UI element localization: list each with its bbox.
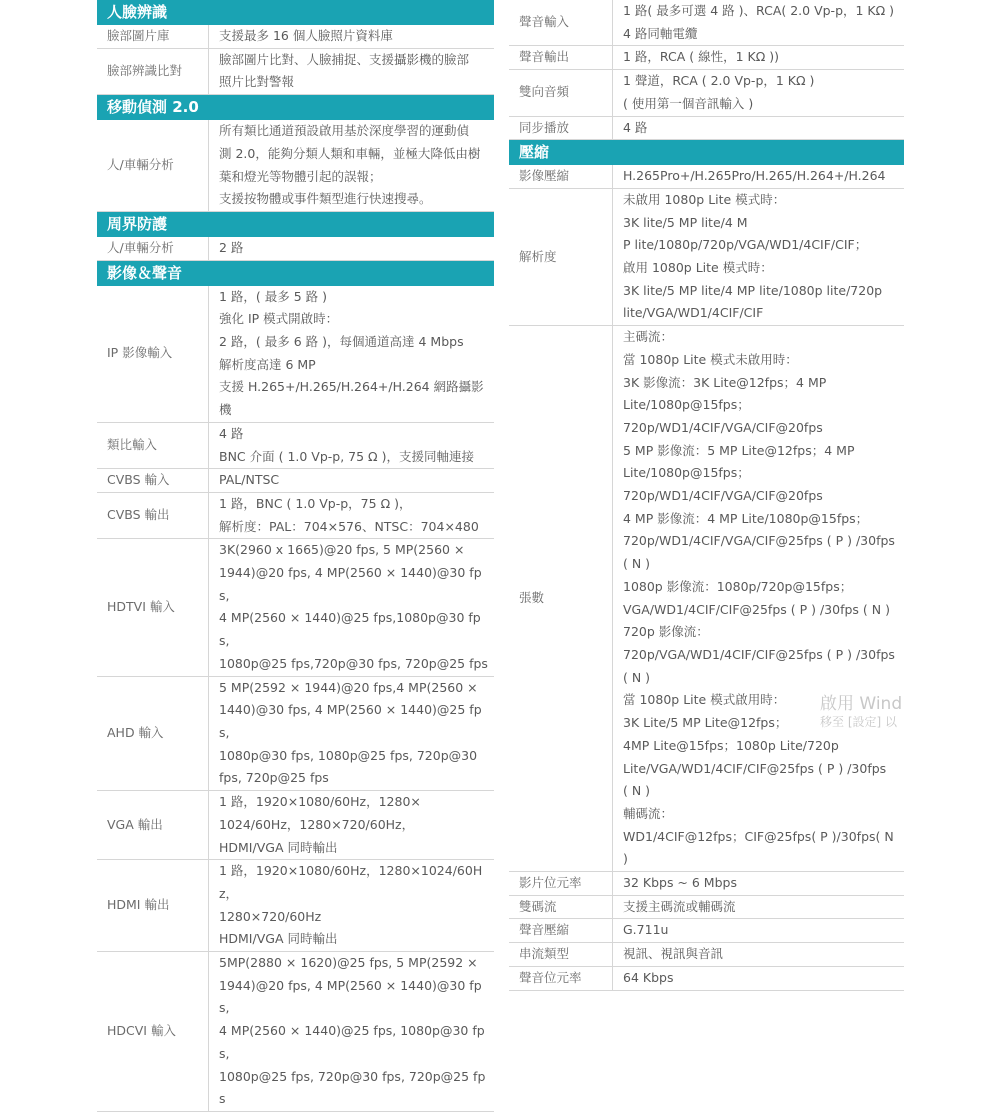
spec-label: 聲音壓縮 — [509, 919, 613, 943]
spec-value-line: Lite/VGA/WD1/4CIF/CIF@25fps ( P ) /30fps — [623, 760, 887, 776]
spec-value-line: 1 路，1920×1080/60Hz，1280× — [219, 794, 421, 810]
spec-value-line: Lite/1080p@15fps； — [623, 465, 750, 481]
spec-label: HDTVI 輸入 — [97, 539, 209, 676]
spec-value — [613, 872, 905, 896]
spec-value-line: P lite/1080p/720p/VGA/WD1/4CIF/CIF； — [623, 237, 868, 253]
spec-value-line: 1280×720/60Hz — [219, 908, 322, 924]
spec-row — [509, 46, 904, 70]
spec-value — [613, 165, 905, 188]
spec-value-line: 1024/60Hz，1280×720/60Hz， — [219, 816, 415, 832]
spec-value-line: lite/VGA/WD1/4CIF/CIF — [623, 305, 764, 321]
spec-value-line: 1 路( 最多可選 4 路 )、RCA( 2.0 Vp-p，1 KΩ ) — [623, 3, 895, 18]
spec-value — [209, 791, 495, 860]
spec-value — [209, 676, 495, 791]
spec-label: 串流類型 — [509, 943, 613, 967]
spec-value-line: 720p 影像流： — [623, 624, 709, 640]
spec-value — [613, 966, 905, 990]
spec-value — [613, 943, 905, 967]
section-header: 移動偵測 2.0 — [97, 95, 494, 120]
spec-label: HDMI 輸出 — [97, 860, 209, 952]
spec-value-line: 3K(2960 x 1665)@20 fps, 5 MP(2560 × — [219, 542, 465, 558]
spec-value — [209, 469, 495, 493]
spec-table — [509, 165, 904, 990]
spec-value — [613, 895, 905, 919]
spec-value-line: 4 路 — [623, 119, 648, 135]
section-header: 周界防護 — [97, 212, 494, 237]
windows-activation-watermark — [820, 694, 902, 730]
spec-value-line: WD1/4CIF@12fps；CIF@25fps( P )/30fps( N ) — [623, 828, 894, 867]
spec-label: 雙向音頻 — [509, 70, 613, 116]
spec-value-line: 1080p@30 fps, 1080p@25 fps, 720p@30 — [219, 747, 478, 763]
spec-value-line: 照片比對警報 — [219, 74, 295, 90]
spec-value-line: HDMI/VGA 同時輸出 — [219, 931, 338, 947]
spec-value-line: 64 Kbps — [623, 969, 674, 985]
spec-label: 聲音輸入 — [509, 0, 613, 46]
spec-value-line: 強化 IP 模式開啟時： — [219, 311, 339, 327]
spec-value-line: G.711u — [623, 922, 669, 938]
spec-table — [97, 25, 494, 95]
spec-value-line: ( N ) — [623, 556, 651, 572]
spec-row — [509, 919, 904, 943]
spec-label: 類比輸入 — [97, 422, 209, 468]
spec-value-line: 視訊、視訊與音訊 — [623, 946, 724, 962]
spec-value — [209, 492, 495, 538]
spec-label: 影片位元率 — [509, 872, 613, 896]
spec-value-line: 當 1080p Lite 模式啟用時： — [623, 692, 786, 708]
spec-row — [509, 966, 904, 990]
spec-table — [97, 237, 494, 261]
spec-value-line: 5 MP 影像流：5 MP Lite@12fps；4 MP — [623, 442, 855, 458]
spec-label: 同步播放 — [509, 116, 613, 140]
spec-value-line: 5MP(2880 × 1620)@25 fps, 5 MP(2592 × — [219, 955, 478, 971]
spec-row — [97, 539, 494, 676]
spec-value — [613, 0, 905, 46]
spec-label: VGA 輸出 — [97, 791, 209, 860]
spec-value-line: 1 路，1920×1080/60Hz，1280×1024/60Hz， — [219, 863, 483, 901]
spec-value-line: 1080p@25 fps,720p@30 fps, 720p@25 fps — [219, 655, 488, 671]
spec-value-line: ( N ) — [623, 669, 651, 685]
spec-value-line: 3K lite/5 MP lite/4 MP lite/1080p lite/720p — [623, 282, 883, 298]
spec-value-line: 1080p@25 fps, 720p@30 fps, 720p@25 fps — [219, 1068, 486, 1107]
spec-row — [97, 952, 494, 1112]
spec-value — [209, 25, 495, 48]
spec-row — [97, 120, 494, 211]
spec-value-line: fps, 720p@25 fps — [219, 770, 329, 786]
spec-row — [97, 25, 494, 48]
spec-value-line: Lite/1080p@15fps； — [623, 397, 750, 413]
spec-row — [97, 860, 494, 952]
left-spec-column — [97, 0, 494, 1112]
spec-value-line: 1944)@20 fps, 4 MP(2560 × 1440)@30 fps, — [219, 565, 482, 603]
right-spec-column — [509, 0, 904, 991]
spec-value-line: VGA/WD1/4CIF/CIF@25fps ( P ) /30fps ( N ) — [623, 601, 890, 617]
spec-value — [209, 237, 495, 260]
spec-value-line: 支援主碼流或輔碼流 — [623, 898, 736, 914]
spec-value-line: 支援 H.265+/H.265/H.264+/H.264 網路攝影 — [219, 379, 484, 395]
spec-value-line: 2 路 — [219, 239, 244, 255]
spec-value — [209, 422, 495, 468]
spec-value-line: 所有類比通道預設啟用基於深度學習的運動偵 — [219, 123, 470, 139]
spec-value — [613, 70, 905, 116]
spec-value-line: 3K 影像流：3K Lite@12fps；4 MP — [623, 374, 827, 390]
spec-row — [509, 895, 904, 919]
spec-value-line: 1 路，RCA ( 線性，1 KΩ )) — [623, 49, 779, 65]
spec-label: IP 影像輸入 — [97, 286, 209, 423]
spec-value-line: 未啟用 1080p Lite 模式時： — [623, 191, 786, 207]
spec-row — [509, 116, 904, 140]
spec-value-line: 支援最多 16 個人臉照片資料庫 — [219, 28, 393, 43]
spec-value-line: PAL/NTSC — [219, 472, 280, 488]
spec-value-line: 1 路，( 最多 5 路 ) — [219, 288, 328, 304]
spec-label: 張數 — [509, 326, 613, 872]
spec-value-line: 臉部圖片比對、人臉捕捉、支援攝影機的臉部 — [219, 51, 470, 67]
spec-value-line: 1944)@20 fps, 4 MP(2560 × 1440)@30 fps, — [219, 977, 482, 1016]
spec-table — [97, 286, 494, 1112]
spec-value-line: 1440)@30 fps, 4 MP(2560 × 1440)@25 fps, — [219, 702, 482, 740]
spec-label: CVBS 輸出 — [97, 492, 209, 538]
spec-value-line: 3K Lite/5 MP Lite@12fps； — [623, 715, 788, 731]
spec-value — [209, 952, 495, 1112]
spec-value-line: 機 — [219, 402, 232, 418]
section-header: 影像＆聲音 — [97, 261, 494, 286]
spec-row — [509, 326, 904, 872]
spec-label: 雙碼流 — [509, 895, 613, 919]
section-header: 人臉辨識 — [97, 0, 494, 25]
spec-value-line: 當 1080p Lite 模式未啟用時： — [623, 351, 798, 367]
spec-label: 聲音輸出 — [509, 46, 613, 70]
spec-row — [97, 422, 494, 468]
spec-table — [97, 120, 494, 212]
spec-row — [509, 165, 904, 188]
spec-value-line: ( N ) — [623, 783, 651, 799]
spec-value-line: 4 MP 影像流：4 MP Lite/1080p@15fps； — [623, 510, 869, 526]
spec-row — [97, 791, 494, 860]
spec-value — [613, 116, 905, 140]
spec-label: 聲音位元率 — [509, 966, 613, 990]
spec-label: 人/車輛分析 — [97, 120, 209, 211]
spec-value-line: 主碼流： — [623, 329, 674, 345]
spec-value-line: 解析度高達 6 MP — [219, 356, 316, 372]
spec-label: 臉部辨識比對 — [97, 48, 209, 94]
spec-row — [509, 872, 904, 896]
spec-value-line: 測 2.0，能夠分類人類和車輛，並極大降低由樹 — [219, 145, 481, 161]
spec-value-line: 4 路 — [219, 425, 244, 441]
spec-label: CVBS 輸入 — [97, 469, 209, 493]
spec-label: 解析度 — [509, 188, 613, 325]
spec-value — [209, 286, 495, 423]
spec-value-line: 啟用 1080p Lite 模式時： — [623, 260, 773, 276]
spec-value-line: 4MP Lite@15fps；1080p Lite/720p — [623, 737, 839, 753]
spec-value — [613, 188, 905, 325]
spec-row — [97, 492, 494, 538]
spec-value — [209, 539, 495, 676]
spec-row — [97, 237, 494, 260]
spec-value — [209, 860, 495, 952]
spec-value-line: 1080p 影像流：1080p/720p@15fps； — [623, 578, 853, 594]
spec-value-line: HDMI/VGA 同時輸出 — [219, 839, 338, 855]
spec-row — [97, 469, 494, 493]
spec-value — [613, 46, 905, 70]
spec-value-line: 720p/WD1/4CIF/VGA/CIF@20fps — [623, 488, 823, 504]
spec-label: 臉部圖片庫 — [97, 25, 209, 48]
spec-value-line: H.265Pro+/H.265Pro/H.265/H.264+/H.264 — [623, 168, 886, 184]
spec-row — [97, 48, 494, 94]
spec-value — [613, 326, 905, 872]
spec-value-line: 葉和燈光等物體引起的誤報； — [219, 168, 382, 184]
spec-value-line: ( 使用第一個音訊輸入 ) — [623, 95, 754, 111]
spec-label: 人/車輛分析 — [97, 237, 209, 260]
spec-value — [209, 120, 495, 211]
spec-value-line: 720p/VGA/WD1/4CIF/CIF@25fps ( P ) /30fps — [623, 646, 895, 662]
spec-label: HDCVI 輸入 — [97, 952, 209, 1112]
spec-value — [209, 48, 495, 94]
section-header: 壓縮 — [509, 140, 904, 165]
spec-value-line: 2 路，( 最多 6 路 )，每個通道高達 4 Mbps — [219, 334, 464, 350]
spec-value-line: 5 MP(2592 × 1944)@20 fps,4 MP(2560 × — [219, 679, 478, 695]
watermark-line-2: 移至 [設定] 以 — [820, 715, 897, 729]
watermark-line-1: 啟用 Wind — [820, 694, 903, 714]
spec-row — [509, 70, 904, 116]
spec-value-line: 4 MP(2560 × 1440)@25 fps,1080p@30 fps, — [219, 610, 481, 649]
spec-table — [509, 0, 904, 140]
spec-value-line: 4 路同軸電纜 — [623, 25, 698, 41]
spec-value-line: 支援按物體或事件類型進行快速搜尋。 — [219, 191, 432, 207]
spec-value-line: 720p/WD1/4CIF/VGA/CIF@20fps — [623, 419, 823, 435]
spec-label: AHD 輸入 — [97, 676, 209, 791]
spec-row — [509, 0, 904, 46]
spec-value-line: 1 聲道，RCA ( 2.0 Vp-p，1 KΩ ) — [623, 73, 815, 89]
spec-value-line: 解析度：PAL：704×576、NTSC：704×480 — [219, 518, 479, 534]
spec-value — [613, 919, 905, 943]
spec-value-line: 3K lite/5 MP lite/4 M — [623, 214, 748, 230]
spec-value-line: BNC 介面 ( 1.0 Vp-p, 75 Ω )，支援同軸連接 — [219, 448, 474, 464]
spec-row — [97, 676, 494, 791]
spec-value-line: 4 MP(2560 × 1440)@25 fps, 1080p@30 fps, — [219, 1023, 485, 1061]
spec-label: 影像壓縮 — [509, 165, 613, 188]
spec-value-line: 32 Kbps ~ 6 Mbps — [623, 875, 737, 891]
spec-value-line: 720p/WD1/4CIF/VGA/CIF@25fps ( P ) /30fps — [623, 533, 895, 549]
spec-row — [97, 286, 494, 423]
spec-value-line: 1 路，BNC ( 1.0 Vp-p，75 Ω )， — [219, 495, 412, 511]
spec-row — [509, 943, 904, 967]
spec-value-line: 輔碼流： — [623, 805, 674, 821]
spec-row — [509, 188, 904, 325]
